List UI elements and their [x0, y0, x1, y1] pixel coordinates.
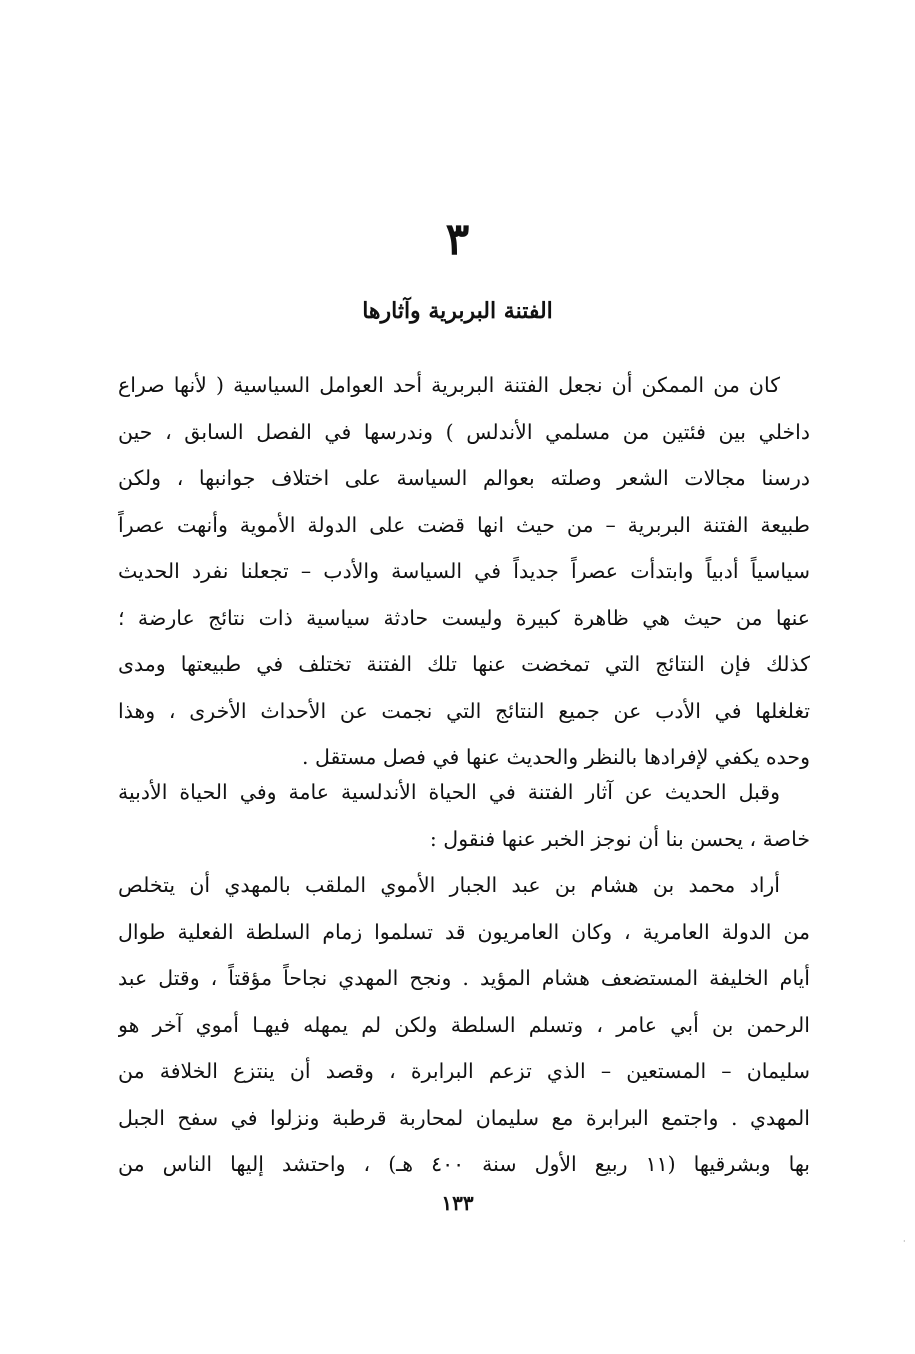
chapter-number: ٣: [445, 214, 470, 265]
text-line: طبيعة الفتنة البربرية – من حيث انها قضت على الدولة الأموية وأنهت عصراً: [118, 512, 810, 537]
text-line: الرحمن بن أبي عامر ، وتسلم السلطة ولكن لم يمهله فيهـا أموي آخر هو: [118, 1012, 810, 1037]
text-line: أراد محمد بن هشام بن عبد الجبار الأموي الملقب بالمهدي أن يتخلص: [118, 873, 780, 897]
page-number: ١٣٣: [441, 1191, 474, 1215]
text-line: كذلك فإن النتائج التي تمخضت عنها تلك الفتنة تختلف في طبيعتها ومدى: [118, 652, 810, 676]
text-line: كان من الممكن أن نجعل الفتنة البربرية أحد العوامل السياسية ( لأنها صراع: [118, 373, 780, 397]
text-line: وقبل الحديث عن آثار الفتنة في الحياة الأندلسية عامة وفي الحياة الأدبية: [118, 780, 780, 804]
text-line: المهدي . واجتمع البرابرة مع سليمان لمحاربة قرطبة ونزلوا في سفح الجبل: [118, 1105, 810, 1130]
chapter-title: الفتنة البربرية وآثارها: [362, 298, 553, 324]
paragraph-3: [118, 862, 810, 1188]
text-line: داخلي بين فئتين من مسلمي الأندلس ) وندرسها في الفصل السابق ، حين: [118, 419, 810, 444]
paragraph-1: [118, 362, 810, 781]
text-line: سياسياً أدبياً وابتدأت عصراً جديداً في السياسة والأدب – تجعلنا نفرد الحديث: [118, 559, 810, 583]
text-line: تغلغلها في الأدب عن جميع النتائج التي نجمت عن الأحداث الأخرى ، وهذا: [118, 698, 810, 723]
text-line: بها وبشرقيها (١١ ربيع الأول سنة ٤٠٠ هـ) ، واحتشد إليها الناس من: [118, 1152, 810, 1176]
text-line: أيام الخليفة المستضعف هشام المؤيد . ونجح المهدي نجاحاً مؤقتاً ، وقتل عبد: [118, 966, 810, 990]
text-line: درسنا مجالات الشعر وصلته بعوالم السياسة على اختلاف جوانبها ، ولكن: [118, 466, 810, 490]
text-line: سليمان – المستعين – الذي تزعم البرابرة ، وقصد أن ينتزع الخلافة من: [118, 1059, 810, 1083]
text-line: عنها من حيث هي ظاهرة كبيرة وليست حادثة سياسية ذات نتائج عارضة ؛: [118, 605, 810, 630]
text-line: خاصة ، يحسن بنا أن نوجز الخبر عنها فنقول :: [429, 826, 810, 851]
text-line: وحده يكفي لإفرادها بالنظر والحديث عنها في فصل مستقل .: [301, 745, 810, 769]
scan-speck: ·: [903, 1237, 906, 1246]
text-line: من الدولة العامرية ، وكان العامريون قد تسلموا زمام السلطة الفعلية طوال: [118, 919, 810, 944]
paragraph-2: [118, 769, 810, 862]
